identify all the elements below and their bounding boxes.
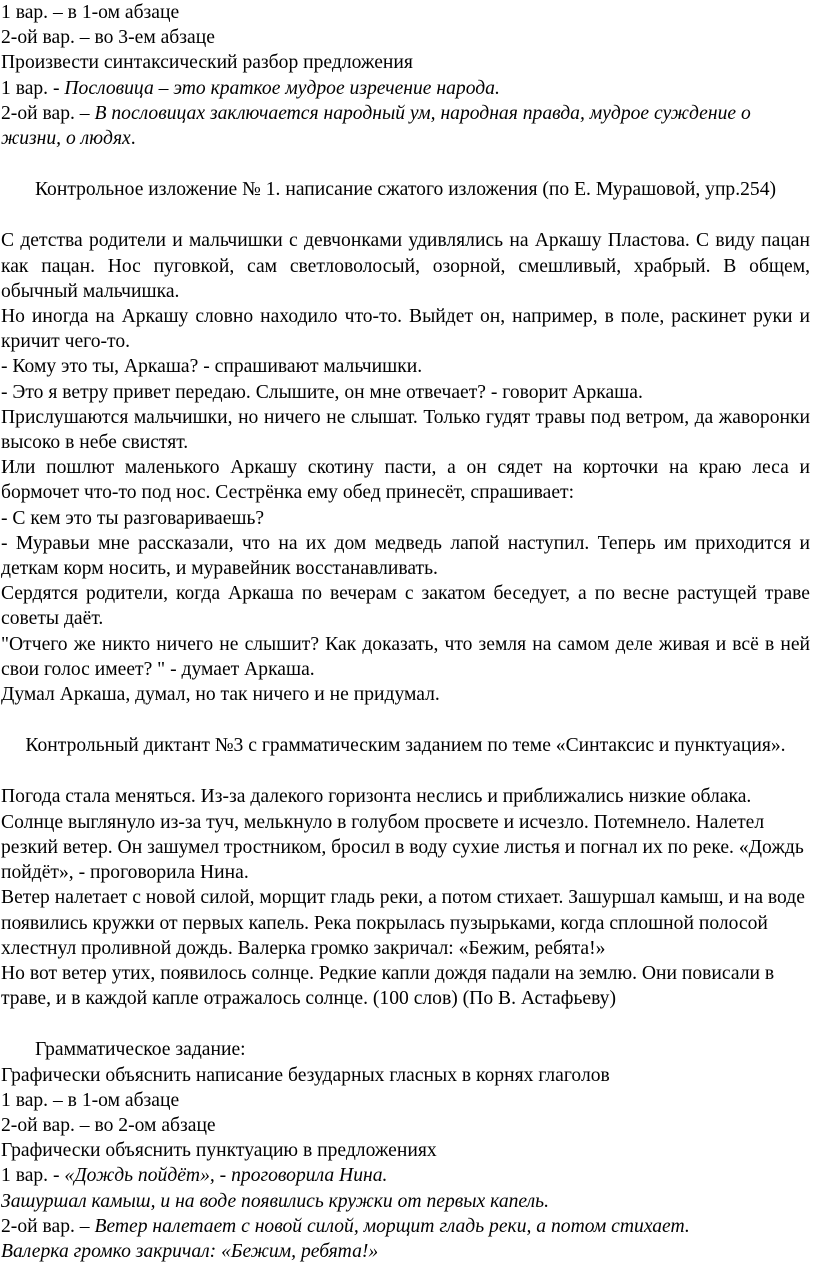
grammar-task-2-variant-2-sentence-2: Валерка громко закричал: «Бежим, ребята!» <box>1 1240 379 1262</box>
paragraph: - Это я ветру привет передаю. Слышите, он мне отвечает? - говорит Аркаша. <box>1 381 643 403</box>
izlozhenie-title: Контрольное изложение № 1. написание сжатого изложения (по Е. Мурашовой, упр.254) <box>34 179 777 201</box>
intro-line-3: Произвести синтаксический разбор предложения <box>1 52 413 74</box>
grammar-task-1: Графически объяснить написание безударных гласных в корнях глаголов <box>1 1064 610 1086</box>
paragraph: - С кем это ты разговариваешь? <box>1 507 265 529</box>
intro-line-2: 2-ой вар. – во 3-ем абзаце <box>1 27 215 49</box>
grammar-task-1-variant-2: 2-ой вар. – во 2-ом абзаце <box>1 1114 216 1136</box>
paragraph: Думал Аркаша, думал, но так ничего и не придумал. <box>1 684 440 706</box>
grammar-task-2-variant-2 <box>1 1214 810 1239</box>
intro-variant-2: 2-ой вар. – В пословицах заключается народный ум, народная правда, мудрое суждение о жизни, о людях. <box>1 102 751 150</box>
paragraph: Или пошлют маленького Аркашу скотину пасти, а он сядет на корточки на краю леса и бормочет что-то под нос. Сестрёнка ему обед принесёт, спрашивает: <box>1 457 810 504</box>
diktant-paragraph-1: Погода стала меняться. Из-за далекого горизонта неслись и приближались низкие облака. Солнце выглянуло из-за туч, мелькнуло в голубом просвете и исчезло. Потемнело. Налетел резкий ветер. Он зашумел тростником, бросил в воду сухие листья и погнал их по реке. «Дождь пойдёт», - проговорила Нина. <box>1 786 804 884</box>
paragraph: Прислушаются мальчишки, но ничего не слышат. Только гудят травы под ветром, да жаворонки высоко в небе свистят. <box>1 406 810 454</box>
paragraph: - Муравьи мне рассказали, что на их дом медведь лапой наступил. Теперь им приходится и деткам корм носить, и муравейник восстанавливать. <box>1 532 810 580</box>
variant-sentence: Пословица – это краткое мудрое изречение народа. <box>64 77 500 99</box>
grammar-task-2-variant-1-sentence-2: Зашуршал камыш, и на воде появились кружки от первых капель. <box>1 1190 549 1212</box>
variant-label: 1 вар. - <box>1 1165 65 1187</box>
variant-sentence: «Дождь пойдёт», - проговорила Нина. <box>64 1165 388 1187</box>
variant-sentence: В пословицах заключается народный ум, народная правда, мудрое суждение о жизни, о людях <box>1 102 751 150</box>
grammar-task-2-variant-1 <box>1 1163 810 1188</box>
izlozhenie-text <box>1 228 810 707</box>
grammar-heading: Грамматическое задание: <box>35 1039 246 1061</box>
diktant-title: Контрольный диктант №3 с грамматическим заданием по теме «Синтаксис и пунктуация». <box>25 735 786 757</box>
intro-line-1: 1 вар. – в 1-ом абзаце <box>1 2 180 23</box>
grammar-task-1-variant-1: 1 вар. – в 1-ом абзаце <box>1 1089 180 1111</box>
paragraph: С детства родители и мальчишки с девчонками удивлялись на Аркашу Пластова. С виду пацан как пацан. Нос пуговкой, сам светловолосый, озорной, смешливый, храбрый. В общем, обычный мальчишка. <box>1 230 810 302</box>
paragraph: Но иногда на Аркашу словно находило что-то. Выйдет он, например, в поле, раскинет руки и кричит чего-то. <box>1 306 810 353</box>
variant-label: 2-ой вар. – <box>1 1215 95 1237</box>
variant-label: 2-ой вар. – <box>1 102 95 124</box>
diktant-paragraph-2: Ветер налетает с новой силой, морщит гладь реки, а потом стихает. Зашуршал камыш, и на воде появились кружки от первых капель. Река покрылась пузырьками, когда сплошной полосой хлестнул проливной дождь. Валерка громко закричал: «Бежим, ребята!» <box>1 887 805 959</box>
variant-sentence: Ветер налетает с новой силой, морщит гладь реки, а потом стихает. <box>94 1215 690 1237</box>
intro-variant-1 <box>1 76 810 101</box>
diktant-paragraph-3: Но вот ветер утих, появилось солнце. Редкие капли дождя падали на землю. Они повисали в траве, и в каждой капле отражалось солнце. (100 слов) (По В. Астафьеву) <box>1 962 775 1010</box>
paragraph: "Отчего же никто ничего не слышит? Как доказать, что земля на самом деле живая и всё в ней свои голос имеет? " - думает Аркаша. <box>1 633 810 680</box>
variant-label: 1 вар. - <box>1 77 65 99</box>
grammar-task-2: Графически объяснить пунктуацию в предложениях <box>1 1140 437 1162</box>
paragraph: Сердятся родители, когда Аркаша по вечерам с закатом беседует, а по весне растущей траве советы даёт. <box>1 583 810 630</box>
paragraph: - Кому это ты, Аркаша? - спрашивают мальчишки. <box>1 356 423 378</box>
